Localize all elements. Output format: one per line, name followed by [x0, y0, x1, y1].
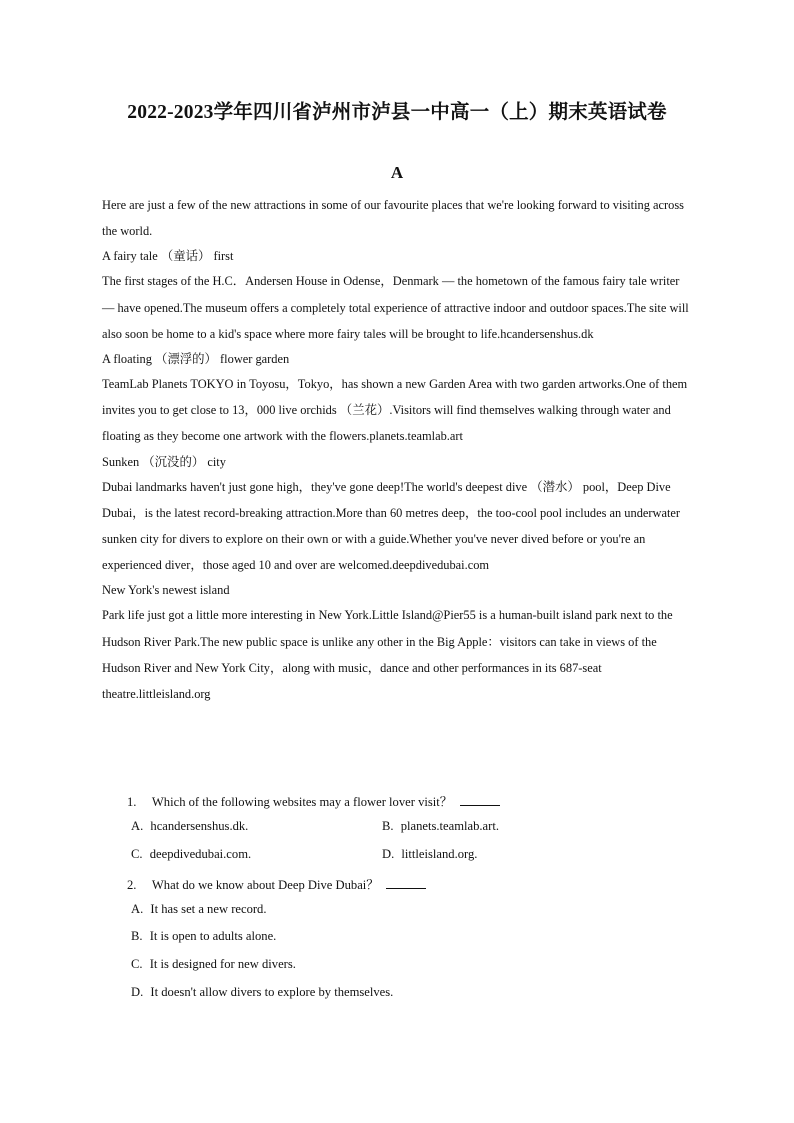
- option-label: A.: [131, 819, 144, 833]
- option-c[interactable]: [131, 847, 251, 862]
- question-stem: Which of the following websites may a flower lover visit？: [151, 795, 453, 809]
- answer-blank[interactable]: [460, 793, 500, 806]
- block-text: The first stages of the H.C．Andersen House in Odense，Denmark — the hometown of the famous fairy tale writer — have opened.The museum offers a completely total experience of attractive indoor and outdoor spaces.The site will also soon be home to a kid's space where more fairy tales will be brought to life.hcandersenshus.dk: [102, 274, 689, 341]
- block-heading: A fairy tale （童话） first: [102, 249, 234, 264]
- option-b[interactable]: [382, 819, 499, 834]
- option-text: It is open to adults alone.: [149, 929, 277, 943]
- option-text: littleisland.org.: [401, 847, 478, 861]
- option-label: A.: [131, 902, 144, 916]
- option-label: D.: [131, 985, 144, 999]
- reading-passage: [102, 192, 694, 707]
- option-d[interactable]: [382, 847, 477, 862]
- page-title: 2022-2023学年四川省泸州市泸县一中高一（上）期末英语试卷: [127, 102, 667, 123]
- option-label: D.: [382, 847, 395, 861]
- block-heading: New York's newest island: [102, 583, 230, 598]
- option-label: C.: [131, 957, 143, 971]
- option-text: hcandersenshus.dk.: [150, 819, 249, 833]
- question-2: [127, 874, 426, 893]
- passage-intro: Here are just a few of the new attractions in some of our favourite places that we're looking forward to visiting across the world.: [102, 198, 684, 239]
- option-text: deepdivedubai.com.: [149, 847, 252, 861]
- option-label: B.: [131, 929, 143, 943]
- option-text: It has set a new record.: [150, 902, 267, 916]
- block-text: Dubai landmarks haven't just gone high，they've gone deep!The world's deepest dive （潜水） pool，Deep Dive Dubai，is the latest record-breaking attraction.More than 60 metres deep，the too-cool pool includes an underwater sunken city for divers to explore on their own or with a guide.Whether you've never dived before or you're an experienced diver，those aged 10 and over are welcomed.deepdivedubai.com: [102, 479, 681, 573]
- block-heading: A floating （漂浮的） flower garden: [102, 352, 290, 367]
- question-number: 2.: [127, 878, 137, 892]
- option-text: planets.teamlab.art.: [400, 819, 499, 833]
- option-c[interactable]: [131, 957, 296, 972]
- option-text: It doesn't allow divers to explore by themselves.: [150, 985, 394, 999]
- block-text: Park life just got a little more interesting in New York.Little Island@Pier55 is a human-built island park next to the Hudson River Park.The new public space is unlike any other in the Big Apple：visitors can take in views of the Hudson River and New York City，along with music，dance and other performances in its 687-seat theatre.littleisland.org: [102, 608, 673, 702]
- option-label: C.: [131, 847, 143, 861]
- question-1: [127, 791, 500, 810]
- section-heading: A: [390, 163, 404, 182]
- block-text: TeamLab Planets TOKYO in Toyosu，Tokyo，has shown a new Garden Area with two garden artworks.One of them invites you to get close to 13，000 live orchids （兰花）.Visitors will find themselves walking through water and floating as they become one artwork with the flowers.planets.teamlab.art: [102, 377, 688, 444]
- answer-blank[interactable]: [386, 876, 426, 889]
- option-a[interactable]: [131, 902, 267, 917]
- option-a[interactable]: [131, 819, 248, 834]
- option-label: B.: [382, 819, 394, 833]
- question-stem: What do we know about Deep Dive Dubai？: [151, 878, 379, 892]
- option-d[interactable]: [131, 985, 393, 1000]
- question-number: 1.: [127, 795, 137, 809]
- block-heading: Sunken （沉没的） city: [102, 454, 226, 469]
- option-b[interactable]: [131, 929, 276, 944]
- option-text: It is designed for new divers.: [149, 957, 296, 971]
